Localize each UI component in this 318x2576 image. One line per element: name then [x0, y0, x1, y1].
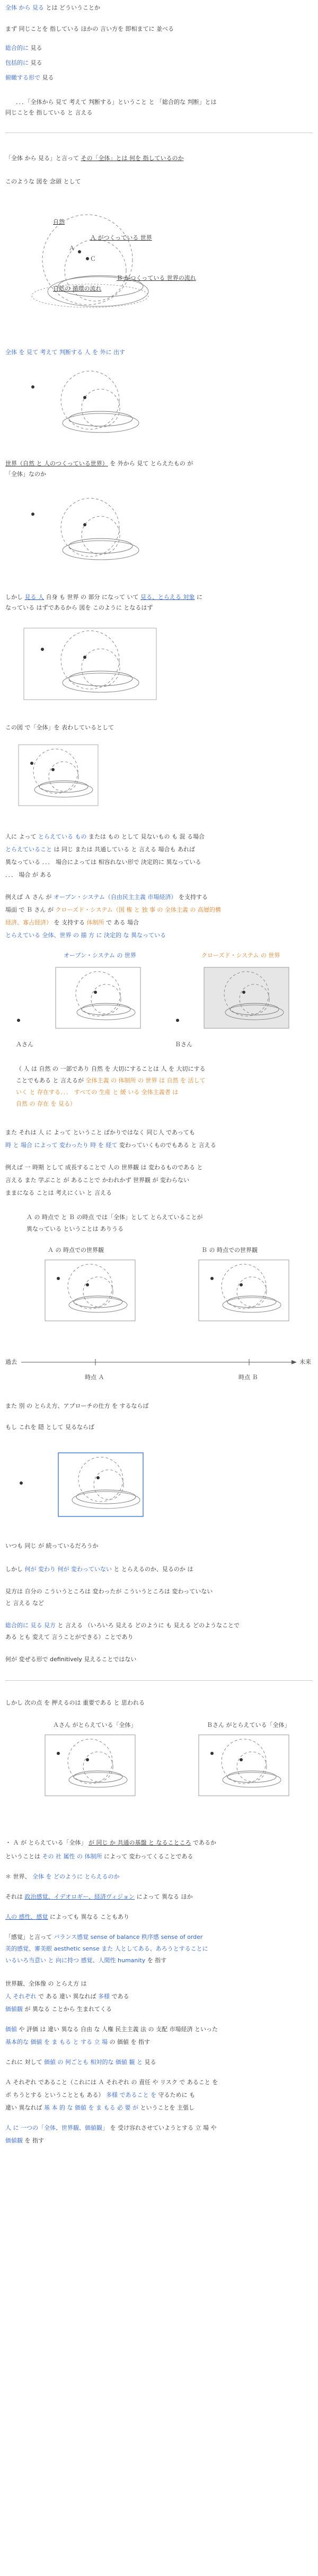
observer-point: [210, 1752, 214, 1755]
figure-worldview-b: [196, 1257, 292, 1326]
paragraph: もし これを 隠 として 見るならば: [5, 1424, 94, 1431]
label-c: Ｃ: [90, 255, 96, 262]
paragraph: [5, 2124, 313, 2132]
paragraph: [5, 906, 313, 914]
figure-open-system: [53, 965, 143, 1034]
person-a-point: [16, 1018, 21, 1023]
text: 何が 変ぜる形で: [5, 1656, 48, 1663]
paragraph: [5, 2039, 313, 2046]
paragraph: [5, 1656, 313, 1663]
paragraph: まず 同じことを 指している ほかの 言い方を 即相まてに 並べる: [5, 25, 174, 32]
paragraph: 例えば 一 時期 として 成長することで 人の 世界観 は 変わるものである と: [5, 1164, 203, 1171]
text: Ａ それぞれ であること（これには: [5, 2079, 96, 2086]
paragraph: なっている はずであるから 図を このように となるはず: [5, 604, 153, 611]
paragraph: [5, 1945, 313, 1953]
paragraph: また それは 人 に よって ということ ばかりではなく 同じ人 であっても: [5, 1129, 195, 1136]
observer-point: [57, 1277, 60, 1280]
world-a-circle: [82, 389, 120, 427]
world-circle: [237, 1752, 267, 1781]
highlight-term: 価値観: [5, 2006, 23, 2013]
figure-observer-outside: [21, 366, 159, 445]
label-a: Ａ: [69, 245, 75, 252]
paragraph: 言える また 学ぶこと が あることで かわれかず 世界観 が 変わらない: [5, 1177, 189, 1184]
text: 守るために も: [158, 2092, 195, 2098]
synonym-line: [5, 74, 313, 82]
text: で ある: [38, 1993, 58, 2000]
paragraph: [5, 1142, 313, 1149]
highlight-term: 価値 観 と: [116, 2059, 143, 2066]
world-circle: [91, 984, 121, 1014]
paragraph: また 別 の とらえ方、アプローチの仕方 を するならば: [5, 1402, 149, 1409]
world-circle: [94, 1470, 123, 1499]
paragraph: ．．．「全体から 見て 考えて 判断する」ということ と 「総合的な 判断」とは: [16, 99, 217, 105]
highlight-term: いるいろ当意い と 向に持つ 感覚、人間性: [5, 1957, 116, 1964]
label-b-world: Ｂ がつくっている 世界の流れ: [117, 275, 196, 281]
highlight-term: 見る、とらえる 対象: [140, 594, 195, 601]
paragraph: [5, 2026, 313, 2033]
paragraph: [5, 155, 313, 162]
point-c: [86, 257, 89, 260]
paragraph: 「全体」なのか: [5, 471, 46, 478]
paragraph: [5, 894, 313, 901]
frame: [199, 1260, 289, 1321]
observer-point: [210, 1277, 214, 1280]
nature-circle: [68, 1739, 112, 1784]
flow-ellipse: [76, 1490, 136, 1504]
figure-whole: [16, 742, 101, 811]
figure-closed-system: [201, 965, 292, 1034]
text: を 指す: [24, 2137, 44, 2144]
world-a-circle: [49, 762, 78, 791]
paragraph: [5, 2079, 313, 2086]
text: ＊ 世界、: [5, 1873, 31, 1880]
label-person-b: Ｂさん: [175, 1041, 192, 1048]
text: である: [111, 1993, 129, 2000]
highlight-term: 価値: [5, 2026, 17, 2033]
text: Ａ それぞれ の 責任 や リスク で あること を: [98, 2079, 218, 2086]
synonym-verb: 見る: [30, 59, 42, 66]
highlight-term: その 社 属性 の 体制所: [42, 1853, 102, 1860]
paragraph: [5, 919, 313, 927]
text: 変わっていくものでもある と 言える: [119, 1142, 216, 1149]
highlight-term: とらえている もの: [38, 833, 87, 840]
paragraph: [5, 1893, 313, 1901]
text: 見えることではない: [84, 1656, 137, 1663]
text: ことでもある と 言えるが: [16, 1077, 84, 1084]
synonym-term: 包括的に: [5, 59, 29, 66]
text: の 価値: [109, 2039, 129, 2045]
highlight-term: 見る 人: [24, 594, 44, 601]
text: ことから 生まれてくる: [51, 2006, 112, 2013]
synonym-line: [5, 45, 313, 52]
paragraph: [5, 1622, 313, 1629]
point: [242, 991, 245, 994]
highlight-term: 美的感覚、審美眼: [5, 1945, 52, 1952]
paragraph: 見方は 自分の こういうところは 変わったが こういうところは 変わっていない: [5, 1588, 213, 1595]
figure-blue-frame: [11, 1450, 148, 1524]
highlight-term: 人 に 一つの「全体、世界観、価値観」: [5, 2124, 108, 2131]
highlight-term: humanity: [118, 1957, 146, 1964]
paragraph: [5, 1957, 313, 1964]
highlight-term: 立 場: [94, 2039, 108, 2045]
figure-title-right: クローズド・システム の 世界: [201, 952, 280, 959]
paragraph: と 言える など: [5, 1600, 44, 1607]
paragraph: 同じことを 指している と 言える: [5, 109, 93, 116]
frame: [199, 1735, 289, 1796]
nature-circle: [76, 972, 120, 1016]
highlight-term: 見る: [30, 1622, 42, 1629]
paragraph: 全体 を 見て 考えて 判断する 人 を 外に 出す: [5, 349, 125, 356]
orange-term: 全体主義 の 体制所 の 世界 は 自然 を 活して: [85, 1077, 206, 1084]
synonym-term: 総合的に: [5, 45, 29, 51]
point-a: [51, 768, 55, 771]
nature-circle: [33, 749, 78, 793]
figure-caption: 異なっている ということは ありうる: [26, 1225, 123, 1232]
highlight-term: 人 それぞれ: [5, 1993, 37, 2000]
point: [240, 1283, 243, 1286]
orange-term: 自然 の 存在 を 見る）: [16, 1100, 76, 1107]
paragraph: [16, 1077, 313, 1084]
text: で ある 場合: [106, 919, 139, 926]
nature-circle: [222, 1739, 266, 1784]
text: これに 対して: [5, 2059, 42, 2066]
paragraph: [5, 1993, 313, 2000]
label-person-a: Ａさん: [16, 1041, 33, 1048]
highlight-term: 多様: [98, 1993, 110, 2000]
text: によっても 異なる こともあり: [50, 1913, 129, 1920]
text: や 評価 は 違い 異なる 自由 な 人権 民主主義 法 の 支配 市場経済 といった: [19, 2026, 218, 2033]
paragraph: 異なっている ．．． 場合によっては 相容れない形で 決定的に 異なっている: [5, 859, 201, 866]
paragraph: [5, 846, 313, 853]
underlined-term: が 同じ か 共通の基盤 と なることころ: [89, 1839, 191, 1846]
text: しかし: [5, 594, 23, 601]
paragraph: [16, 1100, 313, 1108]
heading-highlight: 全体 から 見る: [5, 4, 44, 11]
section-heading: [5, 4, 313, 12]
paragraph: [5, 2104, 313, 2112]
orange-term: いく と 存在する．．．: [16, 1089, 72, 1096]
paragraph: ある とも 変えて 言うことができる）ことであり: [5, 1634, 134, 1640]
text: を 指す: [147, 1957, 167, 1964]
highlight-term: 時 を 経て: [90, 1142, 118, 1149]
axis-label-future: 未来: [299, 1358, 311, 1365]
point: [94, 991, 97, 994]
frame: [56, 967, 140, 1028]
text: が 異なる: [24, 2006, 50, 2013]
label-a-world: Ａ がつくっている 世界: [90, 234, 152, 241]
point: [96, 1476, 100, 1479]
frame: [45, 1735, 135, 1796]
text: definitively: [50, 1656, 82, 1663]
paragraph: [5, 2006, 313, 2013]
nature-circle: [78, 1457, 123, 1502]
text: 違い 異なれば: [59, 1993, 96, 2000]
text: を支持する: [178, 894, 208, 901]
axis-label-past: 過去: [5, 1358, 17, 1365]
text: または もの として 見ないもの も 混 る場合: [89, 833, 205, 840]
text: を 外から 見て とらえたもの が: [110, 460, 193, 467]
figure-whole-a: [42, 1732, 138, 1801]
world-circle: [83, 1277, 113, 1307]
outer-ellipse: [72, 1492, 140, 1508]
paragraph: しかし 次の点 を 押えるのは 重要である と 思われる: [5, 1699, 145, 1706]
text: 違い 異なれば: [5, 2104, 42, 2111]
text: によって 異なる: [136, 1893, 179, 1900]
text: ということは: [5, 1853, 40, 1860]
orange-term: 体制所: [86, 919, 104, 926]
synonym-verb: 見る: [42, 74, 54, 81]
highlight-frame: [58, 1453, 143, 1516]
orange-term: クローズド・システム（国 権 と 独 事 の 全体主義 の 高層的構: [55, 906, 221, 913]
underlined-question: その「全体」とは 何を 指しているのか: [81, 155, 184, 162]
underlined-term: 世界（自然 と 人のつくっている世界）: [5, 460, 108, 467]
label-nature-flow: 自然の 循環の流れ: [53, 285, 102, 292]
heading-text: とは どういうことか: [46, 4, 100, 11]
box-title-a: Ａ の 時点での世界観: [48, 1247, 104, 1254]
highlight-term: 人の 感性、感覚: [5, 1913, 48, 1920]
highlight-term: 基本的な 価値: [5, 2039, 42, 2045]
text: それは: [5, 1893, 23, 1900]
paragraph: [5, 594, 313, 601]
text: しかし: [5, 1566, 23, 1573]
text: 例えば Ａ さん が: [5, 894, 52, 901]
paragraph: いつも 同じ が 続っているだろうか: [5, 1542, 99, 1549]
point-a: [83, 523, 86, 526]
paragraph: このような 図を 念頭 として: [5, 178, 81, 185]
nature-circle: [68, 1264, 112, 1309]
paragraph: （ 人 は 自然 の 一部であり 自然 を 大切にすることは 人 を 大切にする: [16, 1065, 206, 1072]
figure-worldview-a: [42, 1257, 138, 1326]
text: であるか: [192, 1839, 216, 1846]
text: によって 変わってくることである: [104, 1853, 193, 1860]
point-label-a: 時点 Ａ: [85, 1374, 104, 1381]
text: 「全体 から 見る」と言って: [5, 155, 79, 162]
person-b-point: [175, 1018, 180, 1023]
text: 場面 で: [5, 906, 25, 913]
paragraph: [16, 1089, 313, 1096]
world-a-circle: [82, 649, 120, 687]
highlight-term: 総合的に: [5, 1622, 29, 1629]
highlight-term: 基 本 的 な 価値 を ま もる 必 要 が: [44, 2104, 138, 2111]
paragraph: [5, 1853, 313, 1860]
paragraph: [5, 833, 313, 841]
synonym-term: 俯瞰する形で: [5, 74, 40, 81]
paragraph: ままになる ことは 考えにくい と 言える: [5, 1189, 112, 1196]
text: と とらえるのか、見るのか は: [113, 1566, 193, 1573]
point-a: [83, 396, 86, 399]
observer-point: [31, 385, 34, 389]
highlight-term: aesthetic sense: [54, 1945, 100, 1952]
text: ということとも ある）: [44, 2092, 104, 2098]
highlight-term: を ま もる と する: [44, 2039, 92, 2045]
paragraph: とらえている 全体、世界 の 描 方 に 決定的 な 異なっている: [5, 932, 166, 939]
synonym-verb: 見る: [30, 45, 42, 51]
text: ということを 主張し: [140, 2104, 195, 2111]
text: ・ Ａ が とらえている「全体」: [5, 1839, 87, 1846]
highlight-term: 政治感覚、イデオロギー、経済ヴィジョン: [24, 1893, 135, 1900]
observer-point: [41, 648, 44, 651]
frame: [24, 628, 156, 700]
text: 「感覚」と言って: [5, 1934, 52, 1940]
text: を 指す: [130, 2039, 150, 2045]
text: Ｂ さん が: [26, 906, 54, 913]
highlight-term: 見方: [44, 1622, 56, 1629]
paragraph: ．．． 場合 が ある: [5, 871, 52, 878]
text: ほか: [181, 1893, 193, 1900]
highlight-term: オープン・システム（自由民主主義 市場経済）: [54, 894, 177, 901]
paragraph: [5, 1566, 313, 1573]
observer-point: [30, 762, 33, 765]
frame: [204, 967, 289, 1028]
label-nature: 自然: [53, 218, 65, 225]
observer-point: [20, 1481, 23, 1485]
world-circle: [83, 1752, 113, 1781]
point-a: [83, 656, 86, 659]
paragraph: [5, 460, 313, 467]
paragraph: [5, 2059, 313, 2066]
point: [240, 1758, 243, 1761]
highlight-term: 価値観: [5, 2137, 23, 2144]
paragraph: [5, 1873, 313, 1881]
highlight-term: 価値 の 何ごとも 相対的な: [44, 2059, 114, 2066]
highlight-term: 全体 を どのように とらえるのか: [32, 1873, 120, 1880]
paragraph: [5, 2092, 313, 2099]
text: に: [196, 594, 202, 601]
world-circle: [237, 1277, 267, 1307]
frame: [19, 745, 98, 806]
figure-whole-b: [196, 1732, 292, 1801]
highlight-term: 時 と 場合 によって: [5, 1142, 58, 1149]
observer-point: [31, 513, 34, 516]
point-label-b: 時点 Ｂ: [238, 1374, 258, 1381]
divider: [5, 1680, 313, 1681]
paragraph: [5, 1934, 313, 1941]
figure-observer-inside: [21, 625, 159, 705]
highlight-term: バランス感覚 sense of balance 秩序感 sense of order: [54, 1934, 203, 1940]
highlight-term: また 人としてある、あろうとすることに: [101, 1945, 208, 1952]
box-title-b: Ｂ の 時点での世界観: [201, 1247, 258, 1254]
paragraph: [5, 1839, 313, 1847]
text: 人に よって: [5, 833, 37, 840]
text: 見る: [144, 2059, 156, 2066]
orange-term: 経済、寡占経済）: [5, 919, 52, 926]
nature-circle: [222, 1264, 266, 1309]
text: と 言える （いろいろ 見える どのように も 見える どのようなことで: [57, 1622, 240, 1629]
point: [86, 1283, 89, 1286]
point: [86, 1758, 89, 1761]
highlight-term: 何が 変わり 何が 変わっていない: [24, 1566, 112, 1573]
highlight-term: とらえていること: [5, 846, 52, 853]
orange-term: すべての 生産 と 緩 いる 全体主義者 は: [74, 1089, 179, 1096]
text: を 受け容れさせていようとする 立 場 や: [110, 2124, 217, 2131]
text: 自身 も 世界 の 部分 になって いて: [46, 594, 139, 601]
box-title-a: Ａさん がとらえている「全体」: [53, 1722, 137, 1728]
paragraph: 世界観、全体像 の とらえ方 は: [5, 1980, 87, 1987]
figure-title-left: オープン・システム の 世界: [64, 952, 136, 959]
highlight-term: 変わったり: [59, 1142, 89, 1149]
text: は 同じ または 共通している と 言える 場合も あれば: [54, 846, 195, 853]
observer-point: [57, 1752, 60, 1755]
paragraph: この図 で「全体」を 表わしているとして: [5, 724, 114, 731]
text: ポ ちうとする: [5, 2092, 42, 2098]
paragraph: [5, 2137, 313, 2145]
box-title-b: Ｂさん がとらえている「全体」: [207, 1722, 290, 1728]
highlight-term: 多様 であること を: [106, 2092, 156, 2098]
text: を 支持する: [54, 919, 85, 926]
world-a-circle: [82, 516, 120, 554]
paragraph: [5, 1913, 313, 1921]
figure-observer-question: [21, 493, 159, 572]
figure-caption: Ａ の 時点で と Ｂ の時点 では「全体」として とらえていることが: [26, 1214, 203, 1221]
frame: [45, 1260, 135, 1321]
synonym-line: [5, 59, 313, 67]
